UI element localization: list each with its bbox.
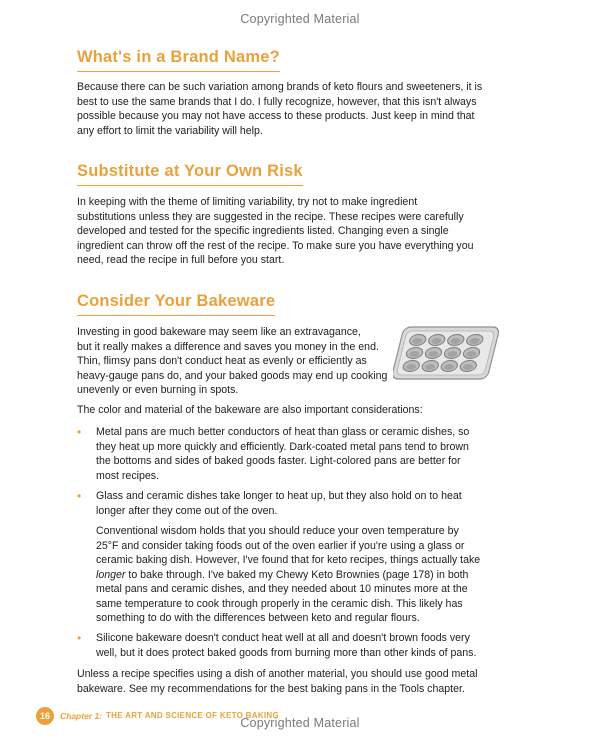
- chapter-title: THE ART AND SCIENCE OF KETO BAKING: [106, 711, 280, 720]
- list-item-metal-pans: • Metal pans are much better conductors of heat than glass or ceramic dishes, so they heat up more quickly and efficiently. Dark-coated metal pans tend to brown the bottoms and sides of baked goods faster. Light-colored pans are better for most recipes.: [77, 425, 470, 482]
- heading-brand-name: What's in a Brand Name?: [77, 48, 280, 72]
- list-item-silicone: • Silicone bakeware doesn't conduct heat well at all and doesn't brown foods very well, but it does protect baked goods from burning more than other kinds of pans.: [77, 631, 477, 659]
- watermark-bottom: Copyrighted Material: [240, 716, 360, 730]
- bullet-icon: •: [77, 489, 82, 503]
- heading-substitute: Substitute at Your Own Risk: [77, 162, 303, 186]
- page-number: 16: [36, 707, 54, 725]
- paragraph-substitute: In keeping with the theme of limiting variability, try not to make ingredient substitutions unless they are suggested in the recipe. These recipes were carefully developed and tested for the specific ingredients listed. Changing even a single ingredient can throw off the rest of the recipe. To make sure you have everything you need, read the recipe in full before you start.: [77, 196, 474, 266]
- heading-bakeware: Consider Your Bakeware: [77, 292, 275, 316]
- chapter-label: Chapter 1:: [60, 711, 103, 721]
- bullet-icon: •: [77, 425, 82, 439]
- paragraph-bakeware-intro: Investing in good bakeware may seem like an extravagance, but it really makes a difference and saves you money in the end. Thin, flimsy pans don't conduct heat as evenly or efficiently as heavy-gauge pans do, and your baked goods may end up cooking unevenly or even burning in spots.: [77, 326, 388, 396]
- paragraph-color-material: The color and material of the bakeware are also important considerations:: [77, 404, 423, 416]
- paragraph-brand: Because there can be such variation among brands of keto flours and sweeteners, it is best to use the same brands that I do. I fully recognize, however, that this isn't always possible because you may not have access to these products. Just keep in mind that any effort to limit the variability will help.: [77, 81, 483, 137]
- watermark-top: Copyrighted Material: [240, 12, 360, 26]
- list-item-glass-ceramic: • Glass and ceramic dishes take longer to heat up, but they also hold on to heat longer after they come out of the oven.: [77, 489, 462, 517]
- muffin-pan-icon: [393, 323, 503, 385]
- paragraph-conventional-wisdom: Conventional wisdom holds that you should reduce your oven temperature by 25°F and consider taking foods out of the oven earlier if you're using a glass or ceramic baking dish. However, I've found that for keto recipes, things actually take longer to bake through. I've baked my Chewy Keto Brownies (page 178) in both metal pans and ceramic dishes, and they needed about 10 minutes more at the same temperature to cook through properly in the ceramic dish. This likely has something to do with the differences between keto and regular flours.: [96, 525, 481, 624]
- paragraph-closing: Unless a recipe specifies using a dish of another material, you should use good metal bakeware. See my recommendations for the best baking pans in the Tools chapter.: [77, 668, 478, 695]
- bullet-icon: •: [77, 631, 82, 645]
